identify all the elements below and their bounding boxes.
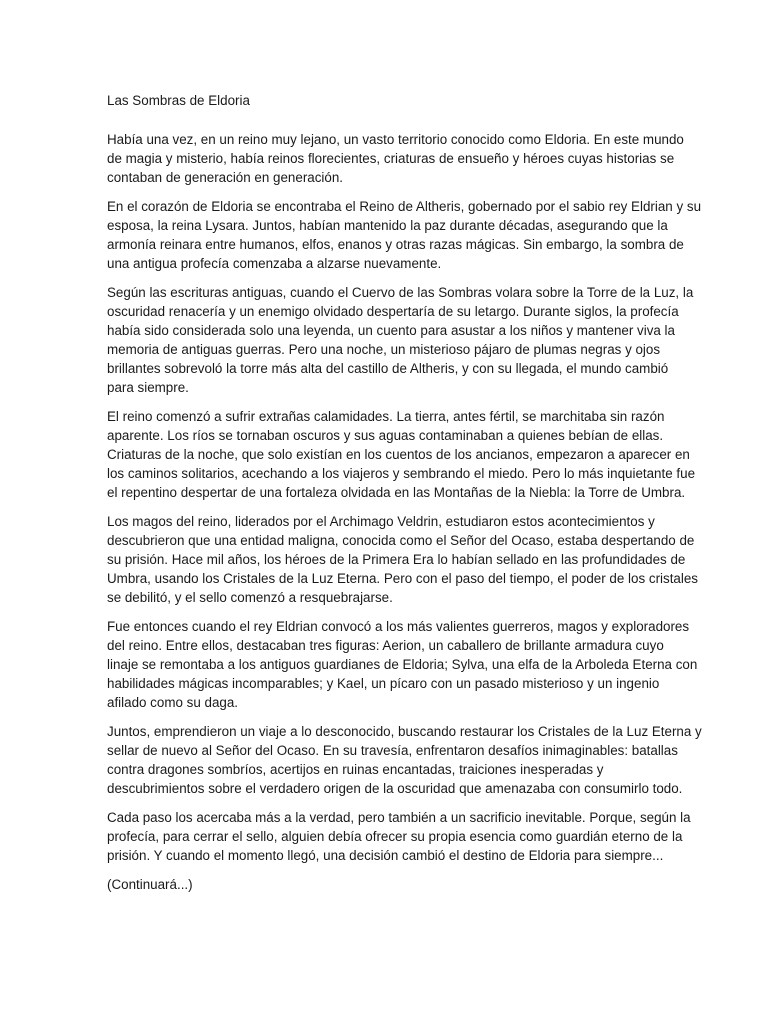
paragraph-line: memoria de antiguas guerras. Pero una noche, un misterioso pájaro de plumas negras y ojos (107, 342, 661, 357)
paragraph-line: oscuridad renacería y un enemigo olvidado despertaría de su letargo. Durante siglos, la profecía (107, 304, 679, 319)
paragraph (107, 722, 702, 798)
paragraph-line: había sido considerada solo una leyenda, un cuento para asustar a los niños y mantener viva la (107, 323, 675, 338)
paragraph-line: su prisión. Hace mil años, los héroes de la Primera Era lo habían sellado en las profundidades de (107, 552, 686, 567)
paragraph-line: Cada paso los acercaba más a la verdad, pero también a un sacrificio inevitable. Porque, según la (107, 810, 691, 825)
paragraph-line: sellar de nuevo al Señor del Ocaso. En su travesía, enfrentaron desafíos inimaginables: batallas (107, 743, 678, 758)
paragraph-line: esposa, la reina Lysara. Juntos, habían mantenido la paz durante décadas, asegurando que la (107, 218, 668, 233)
paragraph-line: habilidades mágicas incomparables; y Kael, un pícaro con un pasado misterioso y un ingenio (107, 676, 660, 691)
paragraph (107, 130, 684, 187)
paragraph (107, 808, 691, 865)
paragraph-line: (Continuará...) (107, 877, 193, 892)
paragraph-line: Fue entonces cuando el rey Eldrian convocó a los más valientes guerreros, magos y exploradores (107, 619, 690, 634)
document-body (107, 130, 702, 894)
paragraph-line: del reino. Entre ellos, destacaban tres figuras: Aerion, un caballero de brillante armadura cuyo (107, 638, 664, 653)
document-page (107, 91, 702, 904)
paragraph-line: contra dragones sombríos, acertijos en ruinas encantadas, traiciones inesperadas y (107, 762, 604, 777)
paragraph-line: descubrieron que una entidad maligna, conocida como el Señor del Ocaso, estaba despertando de (107, 533, 695, 548)
paragraph (107, 875, 667, 894)
paragraph (107, 407, 696, 502)
paragraph-line: una antigua profecía comenzaba a alzarse nuevamente. (107, 256, 442, 271)
paragraph-line: se debilitó, y el sello comenzó a resquebrajarse. (107, 590, 393, 605)
paragraph (107, 617, 698, 712)
paragraph-line: Los magos del reino, liderados por el Archimago Veldrin, estudiaron estos acontecimientos y (107, 514, 655, 529)
paragraph-line: Había una vez, en un reino muy lejano, un vasto territorio conocido como Eldoria. En este mundo (107, 132, 684, 147)
paragraph-line: Umbra, usando los Cristales de la Luz Eterna. Pero con el paso del tiempo, el poder de los cristales (107, 571, 698, 586)
paragraph-line: brillantes sobrevoló la torre más alta del castillo de Altheris, y con su llegada, el mundo cambió (107, 361, 669, 376)
paragraph-line: Según las escrituras antiguas, cuando el Cuervo de las Sombras volara sobre la Torre de la Luz, la (107, 285, 694, 300)
paragraph-line: de magia y misterio, había reinos florecientes, criaturas de ensueño y héroes cuyas historias se (107, 151, 675, 166)
paragraph-line: aparente. Los ríos se tornaban oscuros y sus aguas contaminaban a quienes bebían de ellas. (107, 428, 664, 443)
paragraph-line: armonía reinara entre humanos, elfos, enanos y otras razas mágicas. Sin embargo, la sombra de (107, 237, 684, 252)
paragraph-line: afilado como su daga. (107, 695, 239, 710)
paragraph (107, 197, 702, 273)
paragraph-line: prisión. Y cuando el momento llegó, una decisión cambió el destino de Eldoria para siempre... (107, 848, 664, 863)
paragraph-line: para siempre. (107, 380, 189, 395)
paragraph (107, 283, 694, 397)
paragraph (107, 512, 698, 607)
paragraph-line: En el corazón de Eldoria se encontraba el Reino de Altheris, gobernado por el sabio rey Eldrian y su (107, 199, 702, 214)
paragraph-line: descubrimientos sobre el verdadero origen de la oscuridad que amenazaba con consumirlo todo. (107, 781, 683, 796)
paragraph-line: Juntos, emprendieron un viaje a lo desconocido, buscando restaurar los Cristales de la Luz Eterna y (107, 724, 702, 739)
paragraph-line: Criaturas de la noche, que solo existían en los cuentos de los ancianos, empezaron a aparecer en (107, 447, 690, 462)
document-title: Las Sombras de Eldoria (107, 93, 250, 108)
paragraph-line: el repentino despertar de una fortaleza olvidada en las Montañas de la Niebla: la Torre de Umbra. (107, 485, 686, 500)
paragraph-line: linaje se remontaba a los antiguos guardianes de Eldoria; Sylva, una elfa de la Arboleda Eterna con (107, 657, 698, 672)
paragraph-line: profecía, para cerrar el sello, alguien debía ofrecer su propia esencia como guardián eterno de la (107, 829, 683, 844)
paragraph-line: El reino comenzó a sufrir extrañas calamidades. La tierra, antes fértil, se marchitaba sin razón (107, 409, 665, 424)
paragraph-line: los caminos solitarios, acechando a los viajeros y sembrando el miedo. Pero lo más inquietante fue (107, 466, 696, 481)
paragraph-line: contaban de generación en generación. (107, 170, 344, 185)
